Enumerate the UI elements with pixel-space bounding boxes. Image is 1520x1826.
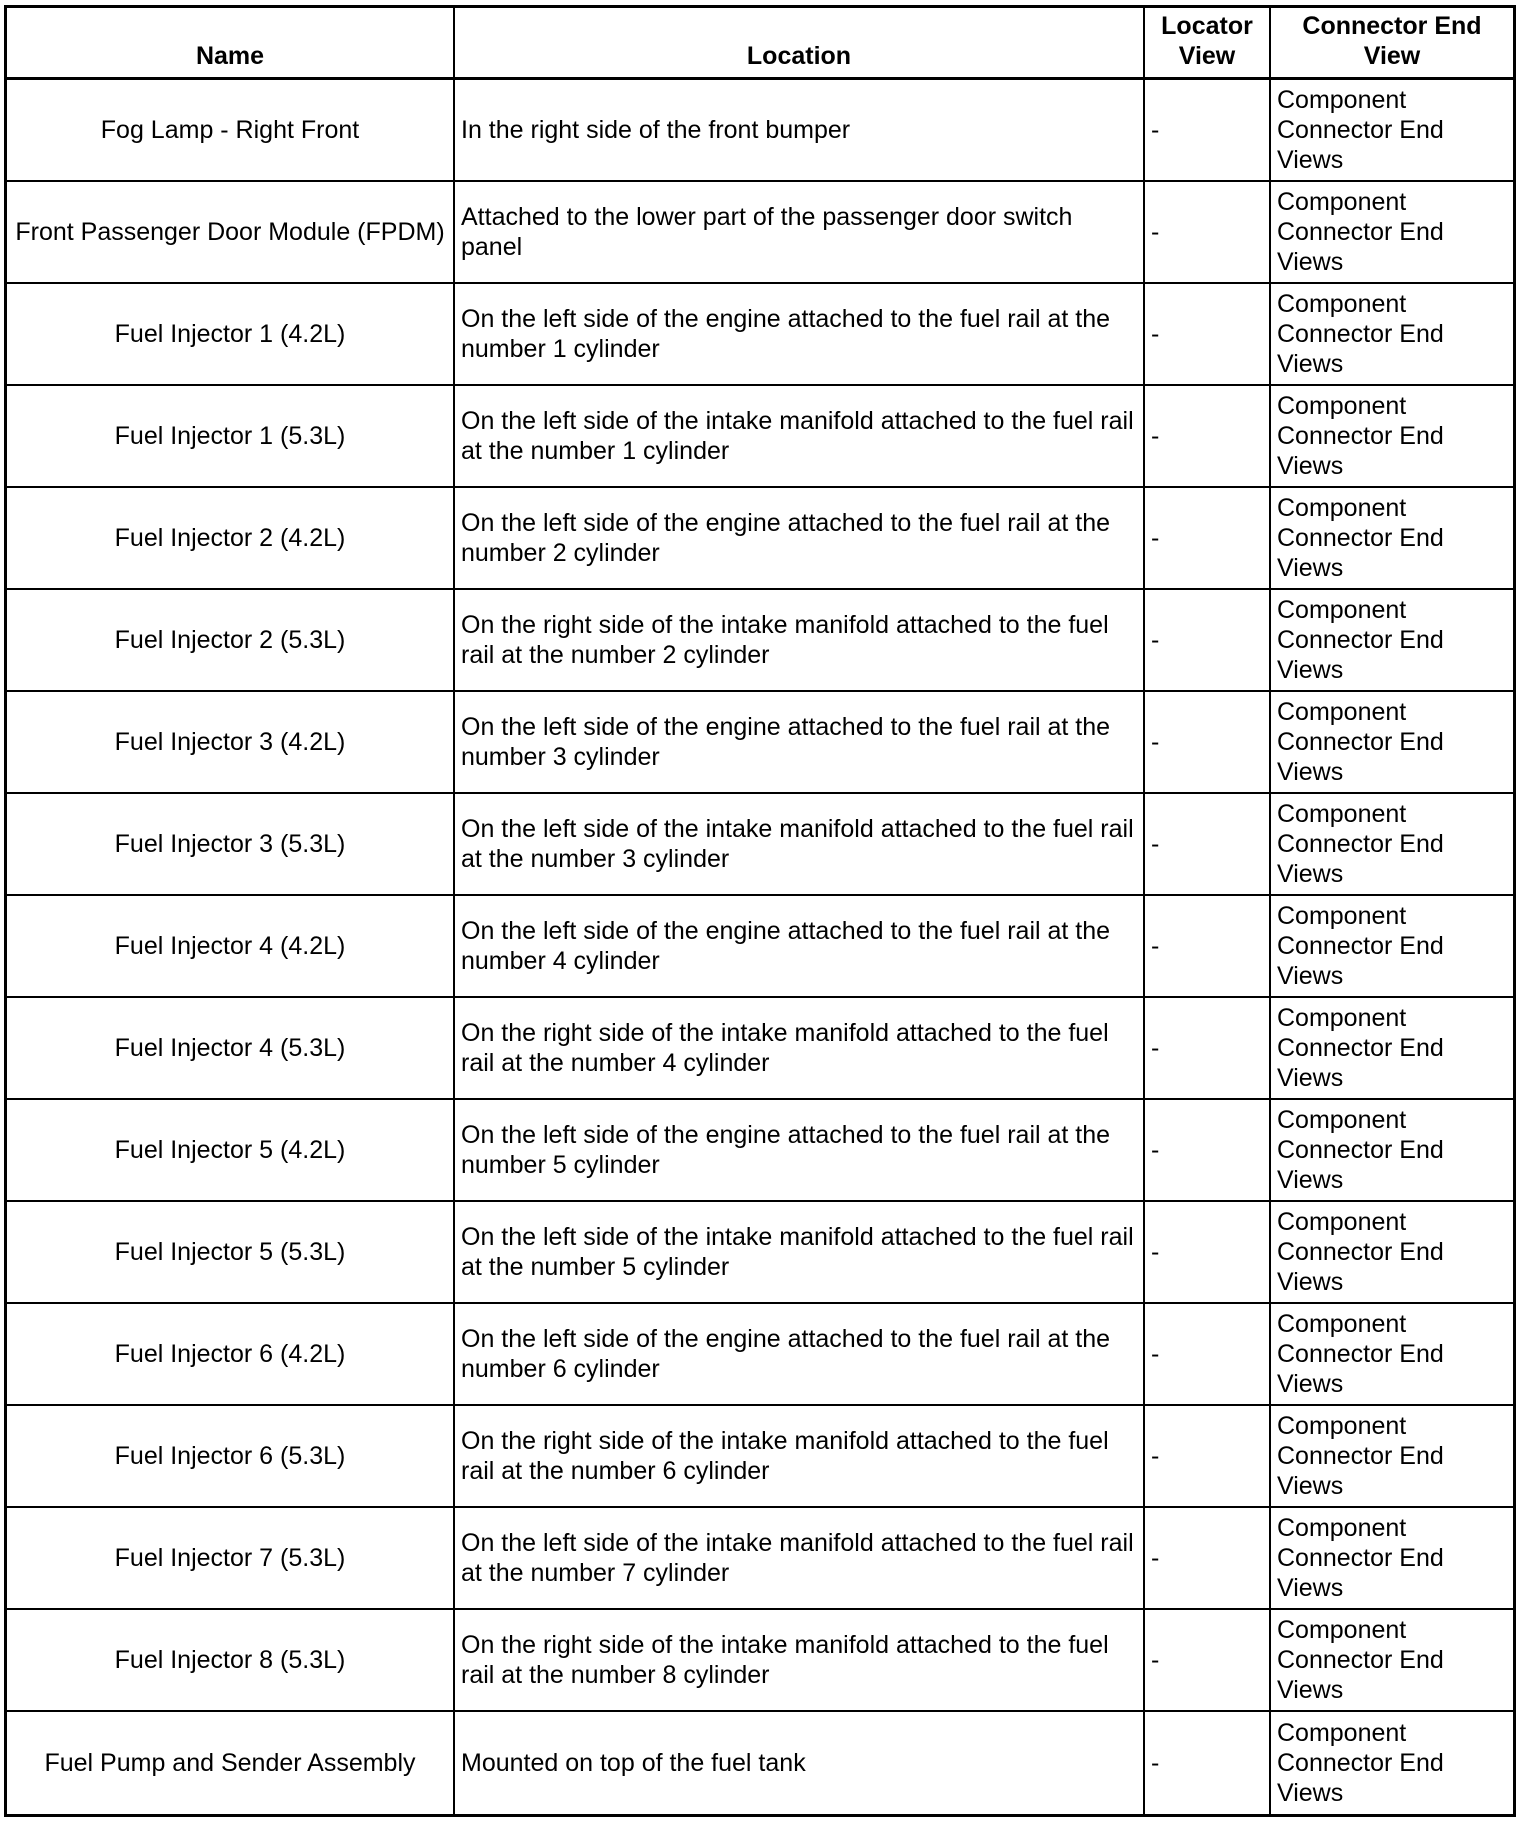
connector-end-view-cell: Component Connector End Views — [1271, 1304, 1513, 1406]
table-row — [7, 284, 1513, 386]
location-cell: On the left side of the intake manifold attached to the fuel rail at the number 7 cylinder — [455, 1508, 1145, 1610]
table-header-row — [7, 8, 1513, 80]
component-name-cell: Front Passenger Door Module (FPDM) — [7, 182, 455, 284]
table-row — [7, 1304, 1513, 1406]
location-cell: On the right side of the intake manifold attached to the fuel rail at the number 4 cylinder — [455, 998, 1145, 1100]
location-cell: On the right side of the intake manifold attached to the fuel rail at the number 6 cylinder — [455, 1406, 1145, 1508]
component-name-cell: Fuel Injector 2 (4.2L) — [7, 488, 455, 590]
location-cell: On the left side of the engine attached to the fuel rail at the number 3 cylinder — [455, 692, 1145, 794]
location-cell: On the right side of the intake manifold attached to the fuel rail at the number 2 cylinder — [455, 590, 1145, 692]
component-name-cell: Fuel Injector 5 (4.2L) — [7, 1100, 455, 1202]
connector-end-view-cell: Component Connector End Views — [1271, 1202, 1513, 1304]
component-name-cell: Fuel Injector 1 (5.3L) — [7, 386, 455, 488]
locator-view-cell: - — [1145, 1202, 1271, 1304]
component-name-cell: Fuel Injector 6 (5.3L) — [7, 1406, 455, 1508]
table-row — [7, 896, 1513, 998]
locator-view-cell: - — [1145, 1304, 1271, 1406]
component-name-cell: Fuel Injector 4 (5.3L) — [7, 998, 455, 1100]
locator-view-cell: - — [1145, 590, 1271, 692]
table-row — [7, 182, 1513, 284]
table-row — [7, 794, 1513, 896]
connector-end-view-cell: Component Connector End Views — [1271, 182, 1513, 284]
location-cell: Mounted on top of the fuel tank — [455, 1712, 1145, 1814]
locator-view-cell: - — [1145, 488, 1271, 590]
table-row — [7, 488, 1513, 590]
connector-end-view-cell: Component Connector End Views — [1271, 1610, 1513, 1712]
connector-end-view-cell: Component Connector End Views — [1271, 80, 1513, 182]
table-row — [7, 692, 1513, 794]
connector-end-view-cell: Component Connector End Views — [1271, 284, 1513, 386]
locator-view-cell: - — [1145, 182, 1271, 284]
table-row — [7, 1610, 1513, 1712]
component-name-cell: Fuel Injector 5 (5.3L) — [7, 1202, 455, 1304]
locator-view-cell: - — [1145, 692, 1271, 794]
table-row — [7, 998, 1513, 1100]
table-row — [7, 386, 1513, 488]
component-name-cell: Fuel Injector 6 (4.2L) — [7, 1304, 455, 1406]
header-locator-view: Locator View — [1145, 8, 1271, 80]
locator-view-cell: - — [1145, 1406, 1271, 1508]
locator-view-cell: - — [1145, 284, 1271, 386]
table-row — [7, 1712, 1513, 1814]
connector-end-view-cell: Component Connector End Views — [1271, 1100, 1513, 1202]
locator-view-cell: - — [1145, 794, 1271, 896]
table-row — [7, 1406, 1513, 1508]
table-row — [7, 1508, 1513, 1610]
connector-end-view-cell: Component Connector End Views — [1271, 998, 1513, 1100]
locator-view-cell: - — [1145, 1100, 1271, 1202]
header-name: Name — [7, 8, 455, 80]
locator-view-cell: - — [1145, 1712, 1271, 1814]
component-name-cell: Fuel Injector 3 (4.2L) — [7, 692, 455, 794]
component-name-cell: Fuel Injector 7 (5.3L) — [7, 1508, 455, 1610]
location-cell: On the left side of the engine attached to the fuel rail at the number 6 cylinder — [455, 1304, 1145, 1406]
component-name-cell: Fog Lamp - Right Front — [7, 80, 455, 182]
locator-view-cell: - — [1145, 80, 1271, 182]
location-cell: On the left side of the engine attached to the fuel rail at the number 4 cylinder — [455, 896, 1145, 998]
component-locator-table — [4, 5, 1516, 1817]
connector-end-view-cell: Component Connector End Views — [1271, 590, 1513, 692]
locator-view-cell: - — [1145, 386, 1271, 488]
component-name-cell: Fuel Injector 1 (4.2L) — [7, 284, 455, 386]
locator-view-cell: - — [1145, 1610, 1271, 1712]
table-row — [7, 80, 1513, 182]
location-cell: On the left side of the intake manifold attached to the fuel rail at the number 5 cylinder — [455, 1202, 1145, 1304]
header-connector-end-view: Connector End View — [1271, 8, 1513, 80]
location-cell: On the left side of the engine attached to the fuel rail at the number 1 cylinder — [455, 284, 1145, 386]
component-name-cell: Fuel Injector 4 (4.2L) — [7, 896, 455, 998]
table-row — [7, 1202, 1513, 1304]
location-cell: Attached to the lower part of the passenger door switch panel — [455, 182, 1145, 284]
table-row — [7, 1100, 1513, 1202]
locator-view-cell: - — [1145, 896, 1271, 998]
location-cell: On the left side of the engine attached to the fuel rail at the number 2 cylinder — [455, 488, 1145, 590]
connector-end-view-cell: Component Connector End Views — [1271, 794, 1513, 896]
location-cell: On the right side of the intake manifold attached to the fuel rail at the number 8 cylinder — [455, 1610, 1145, 1712]
connector-end-view-cell: Component Connector End Views — [1271, 692, 1513, 794]
component-name-cell: Fuel Injector 3 (5.3L) — [7, 794, 455, 896]
location-cell: On the left side of the engine attached to the fuel rail at the number 5 cylinder — [455, 1100, 1145, 1202]
location-cell: In the right side of the front bumper — [455, 80, 1145, 182]
connector-end-view-cell: Component Connector End Views — [1271, 1406, 1513, 1508]
table-row — [7, 590, 1513, 692]
connector-end-view-cell: Component Connector End Views — [1271, 488, 1513, 590]
header-location: Location — [455, 8, 1145, 80]
location-cell: On the left side of the intake manifold attached to the fuel rail at the number 1 cylinder — [455, 386, 1145, 488]
location-cell: On the left side of the intake manifold attached to the fuel rail at the number 3 cylinder — [455, 794, 1145, 896]
component-name-cell: Fuel Injector 2 (5.3L) — [7, 590, 455, 692]
connector-end-view-cell: Component Connector End Views — [1277, 1719, 1444, 1807]
connector-end-view-cell: Component Connector End Views — [1271, 386, 1513, 488]
connector-end-view-cell: Component Connector End Views — [1271, 896, 1513, 998]
component-name-cell: Fuel Injector 8 (5.3L) — [7, 1610, 455, 1712]
connector-end-view-cell: Component Connector End Views — [1271, 1508, 1513, 1610]
component-name-cell: Fuel Pump and Sender Assembly — [7, 1712, 455, 1814]
locator-view-cell: - — [1145, 1508, 1271, 1610]
locator-view-cell: - — [1145, 998, 1271, 1100]
